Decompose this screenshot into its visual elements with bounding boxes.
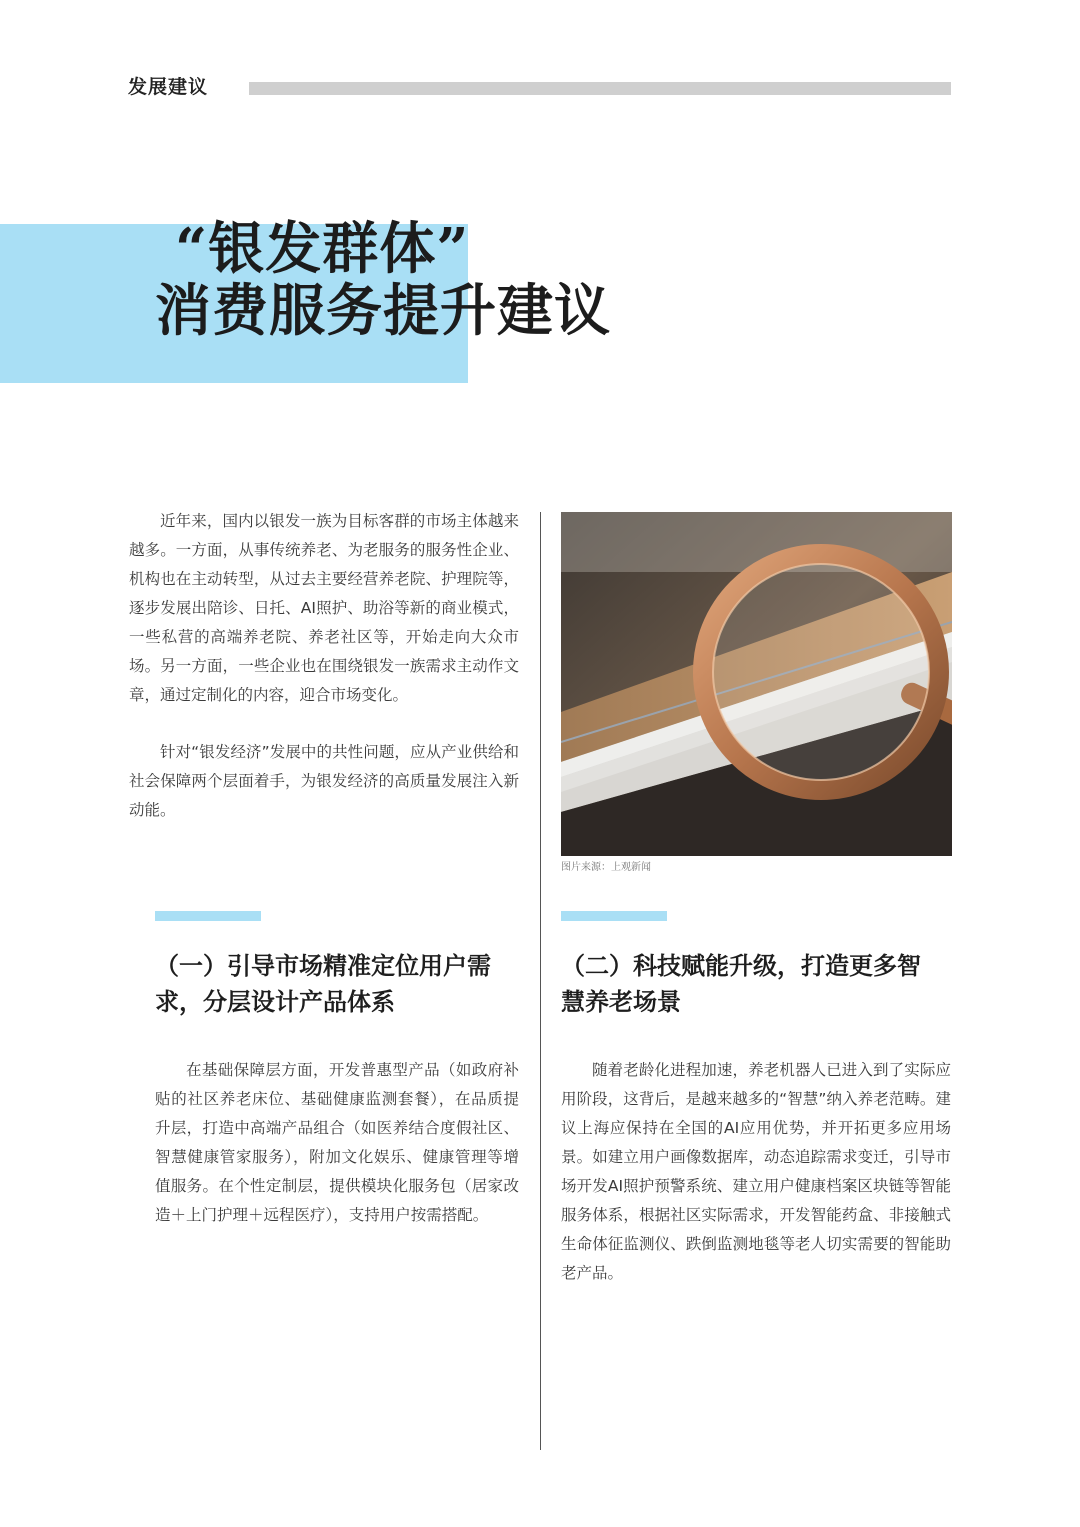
magnifying-glass-photo [561, 512, 952, 856]
intro-paragraph-2: 针对“银发经济”发展中的共性问题，应从产业供给和社会保障两个层面着手，为银发经济的高质量发展注入新动能。 [129, 743, 519, 819]
magnifying-glass-illustration [561, 512, 952, 856]
section-accent-bar-2 [561, 911, 667, 921]
section-label: 发展建议 [128, 76, 209, 98]
section-accent-bar-1 [155, 911, 261, 921]
section-heading-2: （二）科技赋能升级，打造更多智慧养老场景 [561, 951, 921, 1016]
title-line-1: “银发群体” [175, 216, 470, 282]
photo-caption: 图片来源：上观新闻 [561, 862, 651, 873]
title-line-2: 消费服务提升建议 [155, 278, 611, 344]
section-body-2: 随着老龄化进程加速，养老机器人已进入到了实际应用阶段，这背后，是越来越多的“智慧”纳入养老范畴。建议上海应保持在全国的AI应用优势，并开拓更多应用场景。如建立用户画像数据库，动态追踪需求变迁，引导市场开发AI照护预警系统、建立用户健康档案区块链等智能服务体系，根据社区实际需求，开发智能药盒、非接触式生命体征监测仪、跌倒监测地毯等老人切实需要的智能助老产品。 [561, 1061, 951, 1282]
section-body-1: 在基础保障层方面，开发普惠型产品（如政府补贴的社区养老床位、基础健康监测套餐），在品质提升层，打造中高端产品组合（如医养结合度假社区、智慧健康管家服务），附加文化娱乐、健康管理等增值服务。在个性定制层，提供模块化服务包（居家改造＋上门护理＋远程医疗），支持用户按需搭配。 [155, 1061, 519, 1224]
page-title [155, 218, 611, 342]
section-heading-1: （一）引导市场精准定位用户需求，分层设计产品体系 [155, 951, 491, 1016]
intro-paragraph-1: 近年来，国内以银发一族为目标客群的市场主体越来越多。一方面，从事传统养老、为老服务的服务性企业、机构也在主动转型，从过去主要经营养老院、护理院等，逐步发展出陪诊、日托、AI照护、助浴等新的商业模式，一些私营的高端养老院、养老社区等，开始走向大众市场。另一方面，一些企业也在围绕银发一族需求主动作文章，通过定制化的内容，迎合市场变化。 [129, 512, 519, 704]
column-divider [540, 512, 541, 1450]
header-rule [249, 82, 951, 95]
